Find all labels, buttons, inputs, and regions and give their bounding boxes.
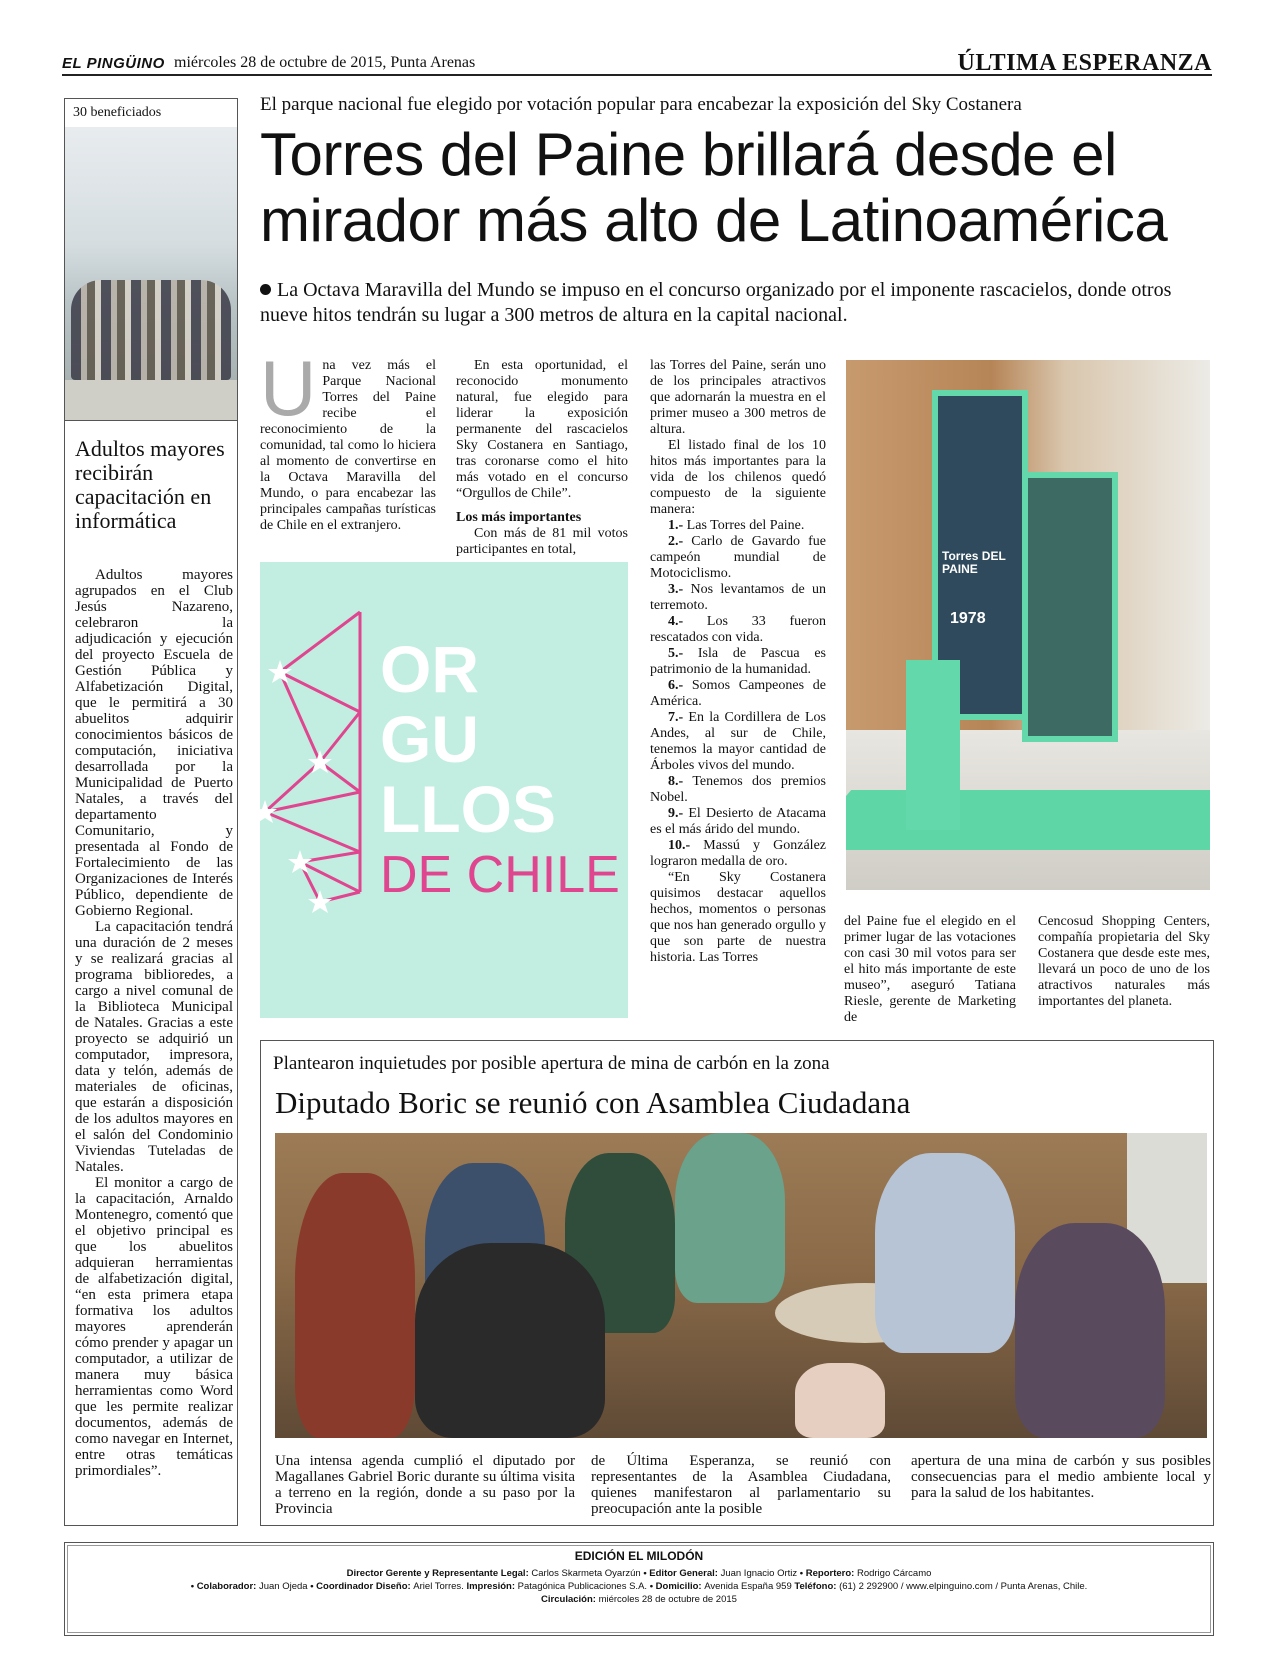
ranking-number: 9.- <box>668 806 684 821</box>
drop-cap: U <box>260 344 317 432</box>
sidebar-paragraph: El monitor a cargo de la capacitación, Arnaldo Montenegro, comentó que el objetivo principal es que los abuelitos adquieran herramientas de alfabetización digital, “en esta primera etapa formativa los adultos mayores aprenderán cómo prender y apagar un computador, a utilizar de manera muy básica herramientas como Word que les permite realizar documentos, además de como navegar en Internet, entre otras temáticas primordiales”. <box>75 1175 233 1479</box>
credit-value: Juan Ignacio Ortiz <box>720 1568 800 1579</box>
photo-green-stripe <box>846 790 1210 850</box>
group-photo-floor <box>65 380 237 420</box>
ranking-text: Los 33 fueron rescatados con vida. <box>650 614 826 645</box>
logo-line-1: OR <box>380 632 479 706</box>
ranking-text: Las Torres del Paine. <box>683 518 805 533</box>
constellation-lines <box>265 612 360 902</box>
credit-value: Juan Ojeda <box>258 1581 311 1592</box>
sidebar-body <box>75 567 233 1479</box>
credit-value: Patagónica Publicaciones S.A. <box>517 1581 650 1592</box>
orgullos-logo <box>260 562 628 1018</box>
ranking-item <box>650 614 826 646</box>
newspaper-logo: EL PINGÜINO <box>62 55 165 72</box>
orgullos-de-chile-graphic <box>260 562 628 1018</box>
credit-label: • Domicilio: <box>649 1581 705 1592</box>
second-article <box>260 1040 1214 1526</box>
article-column-3 <box>650 358 826 966</box>
masthead <box>62 52 1212 76</box>
group-photo-people <box>71 280 231 380</box>
credits-box <box>64 1542 1214 1636</box>
ranking-number: 10.- <box>668 838 691 853</box>
sidebar-paragraph: La capacitación tendrá una duración de 2 meses y se realizará gracias al programa biblioredes, a cargo a nivel comunal de la Biblioteca Municipal de Natales. Gracias a este proyecto se adquirió un computador, impresora, data y telón, además de materiales de oficinas, que estarán a disposición de los adultos mayores en el salón del Condominio Viviendas Tuteladas de Natales. <box>75 919 233 1175</box>
photo-person <box>415 1243 605 1438</box>
ranking-text: Carlo de Gavardo fue campeón mundial de Motociclismo. <box>650 534 826 581</box>
ranking-text: Massú y González lograron medalla de oro. <box>650 838 826 869</box>
ranking-text: Somos Campeones de América. <box>650 678 826 709</box>
credits-line-2 <box>69 1580 1209 1593</box>
credit-value: Ariel Torres. <box>413 1581 467 1592</box>
credit-label: Director Gerente y Representante Legal: <box>346 1568 532 1579</box>
credits-line-3 <box>69 1593 1209 1606</box>
panel-year: 1978 <box>950 610 986 627</box>
article-deck <box>260 278 1210 328</box>
group-photo <box>65 127 237 421</box>
ranking-number: 4.- <box>668 614 684 629</box>
ranking-item <box>650 518 826 534</box>
photo-person <box>795 1363 885 1438</box>
second-article-kicker: Plantearon inquietudes por posible apertura de mina de carbón en la zona <box>273 1053 830 1074</box>
sidebar-headline: Adultos mayores recibirán capacitación en informática <box>75 436 225 533</box>
credit-value: Rodrigo Cárcamo <box>856 1568 932 1579</box>
photo-caption: 30 beneficiados <box>73 105 162 120</box>
panel-title: Torres DEL PAINE <box>942 549 1006 576</box>
second-article-column-1: Una intensa agenda cumplió el diputado por Magallanes Gabriel Boric durante su última visita a terreno en la región, donde a su paso por la Provincia <box>275 1453 575 1517</box>
ranking-text: El Desierto de Atacama es el más árido del mundo. <box>650 806 826 837</box>
sidebar-article <box>64 98 238 1526</box>
credit-value: Avenida España 959 <box>704 1581 795 1592</box>
ranking-text: En la Cordillera de Los Andes, al sur de Chile, tenemos la mayor cantidad de Árboles vivos del mundo. <box>650 710 826 773</box>
ranking-item <box>650 838 826 870</box>
credit-value: miércoles 28 de octubre de 2015 <box>598 1594 737 1605</box>
column-paragraph: El listado final de los 10 hitos más importantes para la vida de los chilenos quedó compuesto de la siguiente manera: <box>650 438 826 517</box>
credit-label: • Colaborador: <box>190 1581 259 1592</box>
ranking-item <box>650 534 826 582</box>
second-article-column-2: de Última Esperanza, se reunió con representantes de la Asamblea Ciudadana, quienes manifestaron al parlamentario su preocupación ante la posible <box>591 1453 891 1517</box>
number-one-sculpture <box>906 660 960 830</box>
ranking-item <box>650 806 826 838</box>
ranking-item <box>650 582 826 614</box>
article-column-4: del Paine fue el elegido en el primer lugar de las votaciones con casi 30 mil votos para ser el hito más importante de este museo”, aseguró Tatiana Riesle, gerente de Marketing de <box>844 914 1016 1025</box>
deck-text: La Octava Maravilla del Mundo se impuso en el concurso organizado por el imponente rascacielos, donde otros nueve hitos tendrán su lugar a 300 metros de altura en la capital nacional. <box>260 279 1172 326</box>
column-paragraph: En esta oportunidad, el reconocido monumento natural, fue elegido para liderar la exposición permanente del rascacielos Sky Costanera en Santiago, tras coronarse como el hito más votado en el concurso “Orgullos de Chile”. <box>456 358 628 501</box>
credit-label: • Coordinador Diseño: <box>310 1581 414 1592</box>
sidebar-paragraph: Adultos mayores agrupados en el Club Jesús Nazareno, celebraron la adjudicación y ejecución del proyecto Escuela de Gestión Pública y Alfabetización Digital, que le permitirá a 30 abuelitos adquirir conocimientos básicos de computación, iniciativa desarrollada por la Municipalidad de Puerto Natales, a través del departamento Comunitario, y presentada al Fondo de Fortalecimiento de las Organizaciones de Interés Público, dependiente de Gobierno Regional. <box>75 567 233 919</box>
edition-title: EDICIÓN EL MILODÓN <box>574 1549 704 1563</box>
article-column-2 <box>456 358 628 558</box>
ranking-number: 2.- <box>668 534 684 549</box>
star-icons <box>260 660 332 913</box>
credit-value: Carlos Skarmeta Oyarzún <box>531 1568 644 1579</box>
photo-person <box>875 1153 1015 1353</box>
article-kicker: El parque nacional fue elegido por votación popular para encabezar la exposición del Sky Costanera <box>260 94 1022 115</box>
bullet-icon <box>260 284 271 295</box>
logo-line-4: DE CHILE <box>380 846 620 904</box>
article-headline: Torres del Paine brillará desde el mirador más alto de Latinoamérica <box>260 121 1168 254</box>
ranking-number: 6.- <box>668 678 684 693</box>
ranking-text: Nos levantamos de un terremoto. <box>650 582 826 613</box>
credit-label: • Editor General: <box>643 1568 721 1579</box>
ranking-text: Tenemos dos premios Nobel. <box>650 774 826 805</box>
article-column-1 <box>260 344 436 534</box>
ranking-number: 8.- <box>668 774 684 789</box>
ranking-text: Isla de Pascua es patrimonio de la humanidad. <box>650 646 826 677</box>
exhibition-photo <box>846 360 1210 890</box>
ranking-number: 1.- <box>668 518 684 533</box>
credits-line-1 <box>69 1567 1209 1580</box>
column-paragraph: Con más de 81 mil votos participantes en total, <box>456 526 628 557</box>
article-column-5: Cencosud Shopping Centers, compañía propietaria del Sky Costanera que desde este mes, llevará un poco de uno de los atractivos naturales más importantes del planeta. <box>1038 914 1210 1009</box>
ranking-number: 7.- <box>668 710 684 725</box>
ranking-number: 3.- <box>668 582 684 597</box>
photo-person <box>295 1173 415 1438</box>
logo-line-2: GU <box>380 702 479 776</box>
column-paragraph: “En Sky Costanera quisimos destacar aquellos hechos, momentos o personas que nos han generado orgullo y que son parte de nuestra historia. Las Torres <box>650 870 826 965</box>
meeting-photo <box>275 1133 1207 1438</box>
second-article-headline: Diputado Boric se reunió con Asamblea Ciudadana <box>275 1085 911 1120</box>
logo-line-3: LLOS <box>380 772 556 846</box>
ranking-item <box>650 710 826 774</box>
credit-value: (61) 2 292900 / www.elpinguino.com / Punta Arenas, Chile. <box>839 1581 1088 1592</box>
ranking-item <box>650 646 826 678</box>
credit-label: Teléfono: <box>794 1581 840 1592</box>
credit-label: Impresión: <box>466 1581 518 1592</box>
ranking-item <box>650 678 826 710</box>
credit-label: Circulación: <box>541 1594 599 1605</box>
ranking-item <box>650 774 826 806</box>
subheading: Los más importantes <box>456 510 582 525</box>
ranking-number: 5.- <box>668 646 684 661</box>
second-article-column-3: apertura de una mina de carbón y sus posibles consecuencias para el medio ambiente local y para la salud de los habitantes. <box>911 1453 1211 1501</box>
ranking-list <box>650 518 826 870</box>
photo-person <box>1015 1223 1165 1438</box>
credit-label: • Reportero: <box>799 1568 857 1579</box>
section-title: ÚLTIMA ESPERANZA <box>957 50 1212 76</box>
photo-person <box>675 1133 785 1303</box>
exhibit-panel-secondary <box>1022 472 1118 742</box>
column-paragraph: las Torres del Paine, serán uno de los principales atractivos que adornarán la muestra en el primer museo a 300 metros de altura. <box>650 358 826 437</box>
issue-date: miércoles 28 de octubre de 2015, Punta Arenas <box>174 54 476 71</box>
column-text: na vez más el Parque Nacional Torres del Paine recibe el reconocimiento de la comunidad, tal como lo hiciera al momento de convertirse en la Octava Maravilla del Mundo, o para encabezar las principales campañas turísticas de Chile en el extranjero. <box>260 358 436 533</box>
